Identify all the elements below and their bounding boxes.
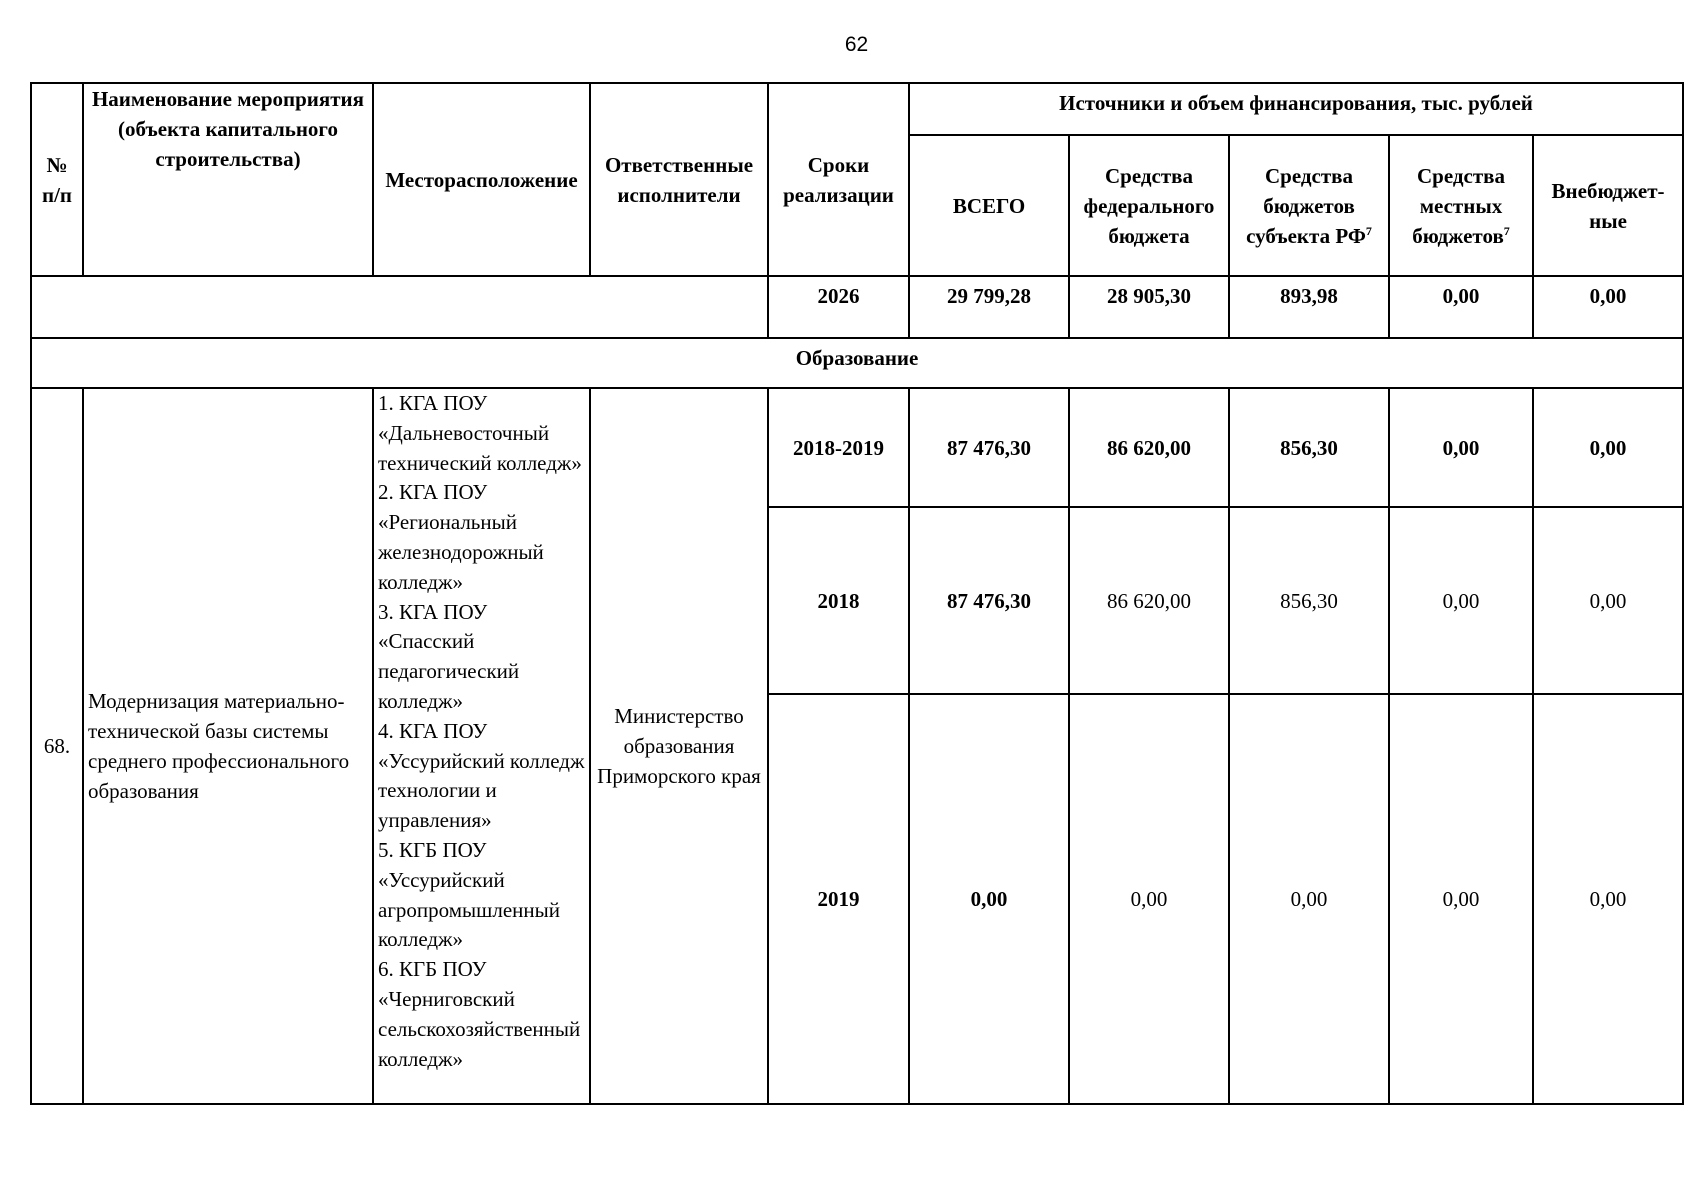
location-item: 4. КГА ПОУ «Уссурийский колледж технологии и управления»: [378, 718, 585, 833]
subject-2019: 0,00: [1229, 694, 1389, 1104]
footnote-ref: 7: [1503, 223, 1510, 238]
federal-2018-2019: 86 620,00: [1069, 388, 1229, 507]
subject-2018-2019: 856,30: [1229, 388, 1389, 507]
carry-row: [31, 276, 1683, 338]
carry-row-empty: [31, 276, 768, 338]
section-title: Образование: [31, 338, 1683, 388]
total-2019: 0,00: [909, 694, 1069, 1104]
location-item: 6. КГБ ПОУ «Черниговский сельскохозяйственный колледж»: [378, 957, 581, 1071]
header-period: Сроки реализации: [768, 83, 909, 276]
section-row: [31, 338, 1683, 388]
header-responsible: Ответственные исполнители: [590, 83, 768, 276]
period-2018: 2018: [768, 507, 909, 694]
item-locations: [373, 388, 590, 1104]
page-number: 62: [844, 33, 869, 56]
item-number: 68.: [31, 388, 83, 1104]
federal-2018: 86 620,00: [1069, 507, 1229, 694]
period-2019: 2019: [768, 694, 909, 1104]
financing-table: [30, 82, 1684, 1105]
extra-2018-2019: 0,00: [1533, 388, 1683, 507]
carry-total: 29 799,28: [909, 276, 1069, 338]
header-location: Месторасположение: [373, 83, 590, 276]
total-2018: 87 476,30: [909, 507, 1069, 694]
carry-subject: 893,98: [1229, 276, 1389, 338]
footnote-ref: 7: [1365, 223, 1372, 238]
header-extra: Внебюджет-ные: [1533, 135, 1683, 276]
header-subject-label: Средства бюджетов субъекта РФ: [1246, 163, 1366, 248]
header-name: Наименование мероприятия (объекта капитального строительства): [83, 83, 373, 276]
period-2018-2019: 2018-2019: [768, 388, 909, 507]
header-financing-group: Источники и объем финансирования, тыс. рублей: [909, 83, 1683, 135]
header-num: № п/п: [31, 83, 83, 276]
local-2018: 0,00: [1389, 507, 1533, 694]
header-local-label: Средства местных бюджетов: [1412, 163, 1505, 248]
item-responsible: Министерство образования Приморского края: [590, 388, 768, 1104]
header-federal: Средства федерального бюджета: [1069, 135, 1229, 276]
federal-2019: 0,00: [1069, 694, 1229, 1104]
header-row-top: [31, 83, 1683, 135]
header-local: [1389, 135, 1533, 276]
header-total: ВСЕГО: [909, 135, 1069, 276]
local-2019: 0,00: [1389, 694, 1533, 1104]
location-item: 2. КГА ПОУ «Региональный железнодорожный колледж»: [378, 480, 544, 594]
header-subject: [1229, 135, 1389, 276]
carry-year: 2026: [768, 276, 909, 338]
extra-2019: 0,00: [1533, 694, 1683, 1104]
total-2018-2019: 87 476,30: [909, 388, 1069, 507]
carry-local: 0,00: [1389, 276, 1533, 338]
table-row: [31, 388, 1683, 507]
location-item: 3. КГА ПОУ «Спасский педагогический колледж»: [378, 599, 520, 713]
item-name: Модернизация материально-технической базы системы среднего профессионального образования: [83, 388, 373, 1104]
location-item: 1. КГА ПОУ «Дальневосточный технический колледж»: [378, 391, 582, 475]
local-2018-2019: 0,00: [1389, 388, 1533, 507]
extra-2018: 0,00: [1533, 507, 1683, 694]
carry-extra: 0,00: [1533, 276, 1683, 338]
location-item: 5. КГБ ПОУ «Уссурийский агропромышленный колледж»: [378, 837, 560, 952]
carry-federal: 28 905,30: [1069, 276, 1229, 338]
subject-2018: 856,30: [1229, 507, 1389, 694]
